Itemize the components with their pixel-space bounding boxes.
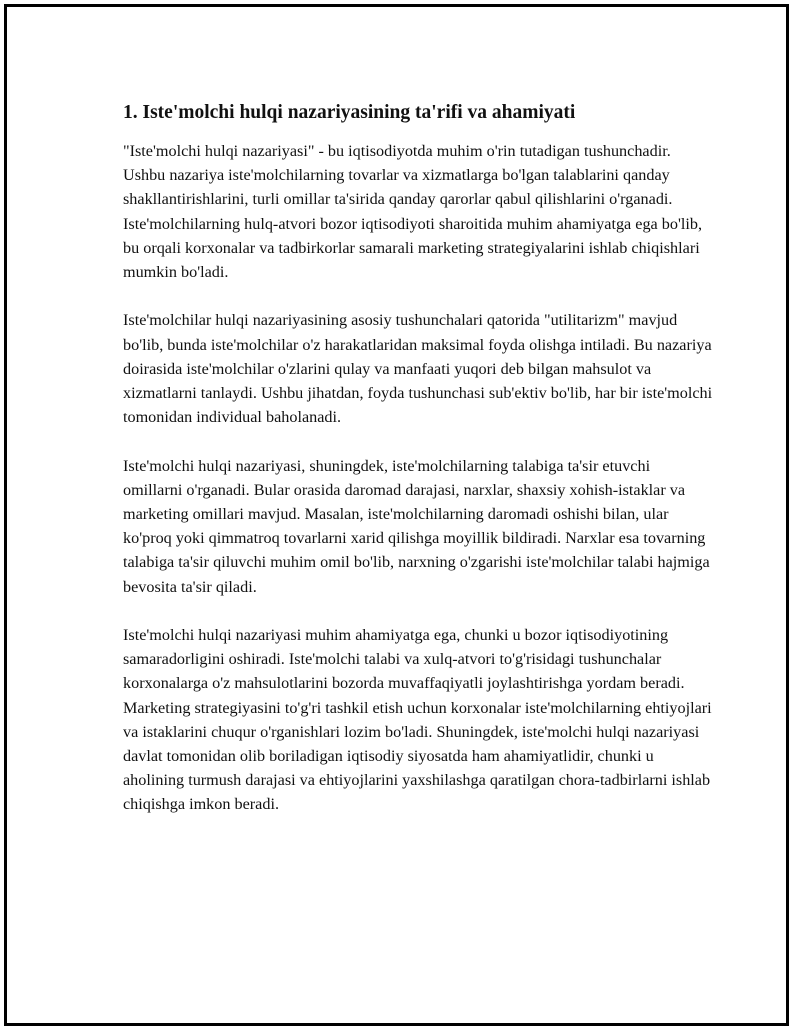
- paragraph-4: Iste'molchi hulqi nazariyasi muhim ahamiyatga ega, chunki u bozor iqtisodiyotining samaradorligini oshiradi. Iste'molchi talabi va xulq-atvori to'g'risidagi tushunchalar korxonalarga o'z mahsulotlarini bozorda muvaffaqiyatli joylashtirishga yordam beradi. Marketing strategiyasini to'g'ri tashkil etish uchun korxonalar iste'molchilarning ehtiyojlari va istaklarini chuqur o'rganishlari lozim bo'ladi. Shuningdek, iste'molchi hulqi nazariyasi davlat tomonidan olib boriladigan iqtisodiy siyosatda ham ahamiyatlidir, chunki u aholining turmush darajasi va ehtiyojlarini yaxshilashga qaratilgan chora-tadbirlarni ishlab chiqishga imkon beradi.: [123, 626, 712, 814]
- paragraph-2: Iste'molchilar hulqi nazariyasining asosiy tushunchalari qatorida "utilitarizm" mavjud bo'lib, bunda iste'molchilar o'z harakatlaridan maksimal foyda olishga intiladi. Bu nazariya doirasida iste'molchilar o'zlarini qulay va manfaati yuqori deb bilgan mahsulot va xizmatlarni tanlaydi. Ushbu jihatdan, foyda tushunchasi sub'ektiv bo'lib, har bir iste'molchi tomonidan individual baholanadi.: [123, 311, 713, 427]
- document-body: [123, 101, 713, 841]
- paragraph-3: Iste'molchi hulqi nazariyasi, shuningdek, iste'molchilarning talabiga ta'sir etuvchi omillarni o'rganadi. Bular orasida daromad darajasi, narxlar, shaxsiy xohish-istaklar va marketing omillari mavjud. Masalan, iste'molchilarning daromadi oshishi bilan, ular ko'proq yoki qimmatroq tovarlarni xarid qilishga moyillik bildiradi. Narxlar esa tovarning talabiga ta'sir qiluvchi muhim omil bo'lib, narxning o'zgarishi iste'molchilar talabi hajmiga bevosita ta'sir qiladi.: [123, 456, 710, 596]
- page-frame: [4, 4, 789, 1026]
- paragraph-1: "Iste'molchi hulqi nazariyasi" - bu iqtisodiyotda muhim o'rin tutadigan tushunchadir. Ushbu nazariya iste'molchilarning tovarlar va xizmatlarga bo'lgan talablarini qanday shakllantirishlarini, turli omillar ta'sirida qanday qarorlar qabul qilishlarini o'rganadi. Iste'molchilarning hulq-atvori bozor iqtisodiyoti sharoitida muhim ahamiyatga ega bo'lib, bu orqali korxonalar va tadbirkorlar samarali marketing strategiyalarini ishlab chiqishlari mumkin bo'ladi.: [123, 142, 703, 282]
- section-heading: 1. Iste'molchi hulqi nazariyasining ta'rifi va ahamiyati: [123, 102, 576, 123]
